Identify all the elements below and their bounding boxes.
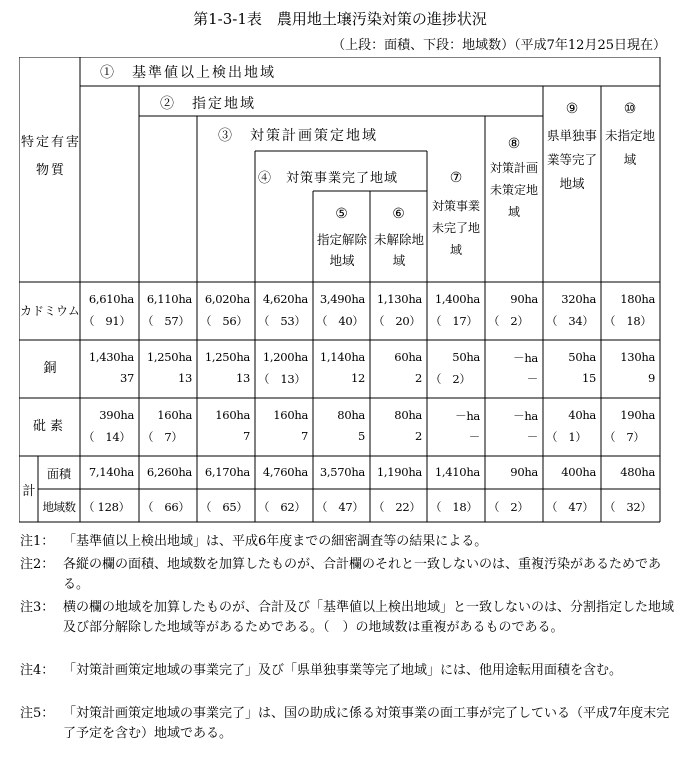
footnote-text: 「対策計画策定地域の事業完了」は、国の助成に係る対策事業の面工事が完了している（平成7年度末完了予定を含む）地域である。 xyxy=(63,706,670,741)
table-subtitle: （上段：面積、下段：地域数）（平成7年12月25日現在） xyxy=(332,38,666,53)
row-2-count-cell: － xyxy=(526,430,538,444)
row-2-area-cell: －ha xyxy=(513,409,538,423)
footnote-label: 注4： xyxy=(20,663,55,678)
row-1-area-cell: 130ha xyxy=(620,350,655,364)
row-2-area-cell: 390ha xyxy=(99,408,134,422)
row-0-area-cell: 1,130ha xyxy=(376,292,422,306)
row-0-area-cell: 4,620ha xyxy=(262,292,308,306)
row-0-count-cell: （ 57） xyxy=(142,314,190,328)
row-0-area-cell: 6,610ha xyxy=(88,292,134,306)
header-num-6: ⑥ xyxy=(392,206,405,222)
total-area-cell: 1,190ha xyxy=(376,465,422,479)
footnote xyxy=(20,661,680,681)
header-incomplete-areas: 対策事業未完了地域 xyxy=(431,199,480,257)
row-0-area-cell: 3,490ha xyxy=(319,292,365,306)
footnote-text: 横の欄の地域を加算したものが、合計及び「基準値以上検出地域」と一致しないのは、分割指定した地域及び部分解除した地域等があるためである。（ ）の地域数は重複があるものである。 xyxy=(63,600,675,635)
row-1-count-cell: 2 xyxy=(414,371,422,385)
total-area-cell: 480ha xyxy=(620,465,655,479)
footnote-text: 各縦の欄の面積、地域数を加算したものが、合計欄のそれと一致しないのは、重複汚染があるためである。 xyxy=(63,557,662,592)
total-count-cell: （ 65） xyxy=(200,500,248,514)
header-unlifted-areas: 未解除地域 xyxy=(373,232,424,268)
row-0-count-cell: （ 53） xyxy=(258,314,306,328)
header-unplanned-areas: 対策計画未策定地域 xyxy=(489,161,538,219)
footnote xyxy=(20,555,680,595)
row-1-area-cell: 1,140ha xyxy=(319,350,365,364)
row-0-count-cell: （ 56） xyxy=(200,314,248,328)
total-count-cell: （ 18） xyxy=(430,500,478,514)
row-1-count-cell: 12 xyxy=(350,371,365,385)
row-2-count-cell: 5 xyxy=(357,429,365,443)
row-2-count-cell: 7 xyxy=(300,429,308,443)
row-2-area-cell: －ha xyxy=(455,409,480,423)
row-2-area-cell: 160ha xyxy=(273,408,308,422)
header-substance: 特定有害物質 xyxy=(21,135,82,178)
row-1-count-cell: （ 13） xyxy=(258,372,306,386)
row-label-arsenic: 砒素 xyxy=(32,419,67,434)
row-0-area-cell: 90ha xyxy=(510,292,538,306)
row-1-count-cell: （ 2） xyxy=(430,372,471,386)
header-prefecture-completed: 県単独事業等完了地域 xyxy=(546,128,597,191)
header-plan-areas: ③ 対策計画策定地域 xyxy=(218,128,378,144)
header-num-5: ⑤ xyxy=(335,206,348,222)
header-completed-areas: ④ 対策事業完了地域 xyxy=(258,171,399,186)
total-count-cell: （ 2） xyxy=(488,500,529,514)
row-2-area-cell: 190ha xyxy=(620,408,655,422)
row-2-count-cell: （ 14） xyxy=(83,430,131,444)
row-1-area-cell: －ha xyxy=(513,351,538,365)
row-label-total: 計 xyxy=(22,484,36,499)
footnote xyxy=(20,704,680,744)
row-1-area-cell: 1,250ha xyxy=(204,350,250,364)
row-1-area-cell: 50ha xyxy=(452,350,480,364)
header-num-8: ⑧ xyxy=(507,136,521,152)
row-0-count-cell: （ 2） xyxy=(488,314,529,328)
row-label-total-count: 地域数 xyxy=(42,500,76,514)
row-2-count-cell: － xyxy=(468,430,480,444)
row-0-count-cell: （ 34） xyxy=(546,314,594,328)
total-count-cell: （ 32） xyxy=(604,500,652,514)
row-0-count-cell: （ 91） xyxy=(83,314,131,328)
total-count-cell: （ 22） xyxy=(373,500,421,514)
total-count-cell: （ 47） xyxy=(316,500,364,514)
row-0-area-cell: 1,400ha xyxy=(434,292,480,306)
row-0-count-cell: （ 40） xyxy=(316,314,364,328)
total-area-cell: 400ha xyxy=(561,465,596,479)
row-2-count-cell: 7 xyxy=(242,429,250,443)
row-1-count-cell: 15 xyxy=(581,371,596,385)
total-count-cell: （ 47） xyxy=(546,500,594,514)
row-2-count-cell: （ 7） xyxy=(604,430,645,444)
footnote-text: 「基準値以上検出地域」は、平成6年度までの細密調査等の結果による。 xyxy=(63,534,488,549)
row-0-area-cell: 6,110ha xyxy=(146,292,192,306)
total-area-cell: 7,140ha xyxy=(88,465,134,479)
row-2-area-cell: 160ha xyxy=(215,408,250,422)
row-2-count-cell: （ 7） xyxy=(142,430,183,444)
row-1-area-cell: 1,200ha xyxy=(262,350,308,364)
row-1-count-cell: 13 xyxy=(177,371,192,385)
row-label-total-area: 面積 xyxy=(46,467,71,481)
footnote xyxy=(20,598,680,638)
row-2-count-cell: （ 1） xyxy=(546,430,587,444)
total-area-cell: 1,410ha xyxy=(434,465,480,479)
row-0-count-cell: （ 20） xyxy=(373,314,421,328)
row-label-cadmium: カドミウム xyxy=(20,304,80,318)
total-area-cell: 3,570ha xyxy=(319,465,365,479)
total-area-cell: 4,760ha xyxy=(262,465,308,479)
row-1-area-cell: 1,430ha xyxy=(88,350,134,364)
row-1-count-cell: 9 xyxy=(647,371,655,385)
header-undesignated-areas: 未指定地域 xyxy=(604,128,655,167)
row-2-area-cell: 80ha xyxy=(394,408,422,422)
row-2-area-cell: 80ha xyxy=(337,408,365,422)
total-area-cell: 90ha xyxy=(510,465,538,479)
header-num-7: ⑦ xyxy=(449,170,463,186)
row-label-copper: 銅 xyxy=(43,361,57,376)
page-title: 第1-3-1表 農用地土壌汚染対策の進捗状況 xyxy=(193,10,487,28)
total-count-cell: （ 128） xyxy=(83,500,130,514)
footnote xyxy=(20,532,680,552)
total-count-cell: （ 66） xyxy=(142,500,190,514)
row-0-area-cell: 180ha xyxy=(620,292,655,306)
row-1-area-cell: 50ha xyxy=(568,350,596,364)
row-2-area-cell: 40ha xyxy=(568,408,596,422)
row-0-area-cell: 320ha xyxy=(561,292,596,306)
header-lifted-areas: 指定解除地域 xyxy=(316,232,367,268)
header-designated-areas: ② 指定地域 xyxy=(160,96,256,112)
row-2-count-cell: 2 xyxy=(414,429,422,443)
footnote-label: 注1： xyxy=(20,534,55,549)
footnote-label: 注3： xyxy=(20,600,55,615)
row-1-count-cell: 13 xyxy=(235,371,250,385)
row-0-count-cell: （ 17） xyxy=(430,314,478,328)
footnote-label: 注2： xyxy=(20,557,55,572)
footnote-text: 「対策計画策定地域の事業完了」及び「県単独事業等完了地域」には、他用途転用面積を含む。 xyxy=(63,663,623,678)
row-1-count-cell: 37 xyxy=(119,371,134,385)
header-num-10: ⑩ xyxy=(623,101,637,117)
header-detected-areas: ① 基準値以上検出地域 xyxy=(100,65,276,81)
total-area-cell: 6,260ha xyxy=(146,465,192,479)
row-1-area-cell: 1,250ha xyxy=(146,350,192,364)
total-area-cell: 6,170ha xyxy=(204,465,250,479)
footnote-label: 注5： xyxy=(20,706,55,721)
header-num-9: ⑨ xyxy=(565,101,579,117)
row-0-count-cell: （ 18） xyxy=(604,314,652,328)
total-count-cell: （ 62） xyxy=(258,500,306,514)
row-1-count-cell: － xyxy=(526,372,538,386)
row-1-area-cell: 60ha xyxy=(394,350,422,364)
row-2-area-cell: 160ha xyxy=(157,408,192,422)
row-0-area-cell: 6,020ha xyxy=(204,292,250,306)
